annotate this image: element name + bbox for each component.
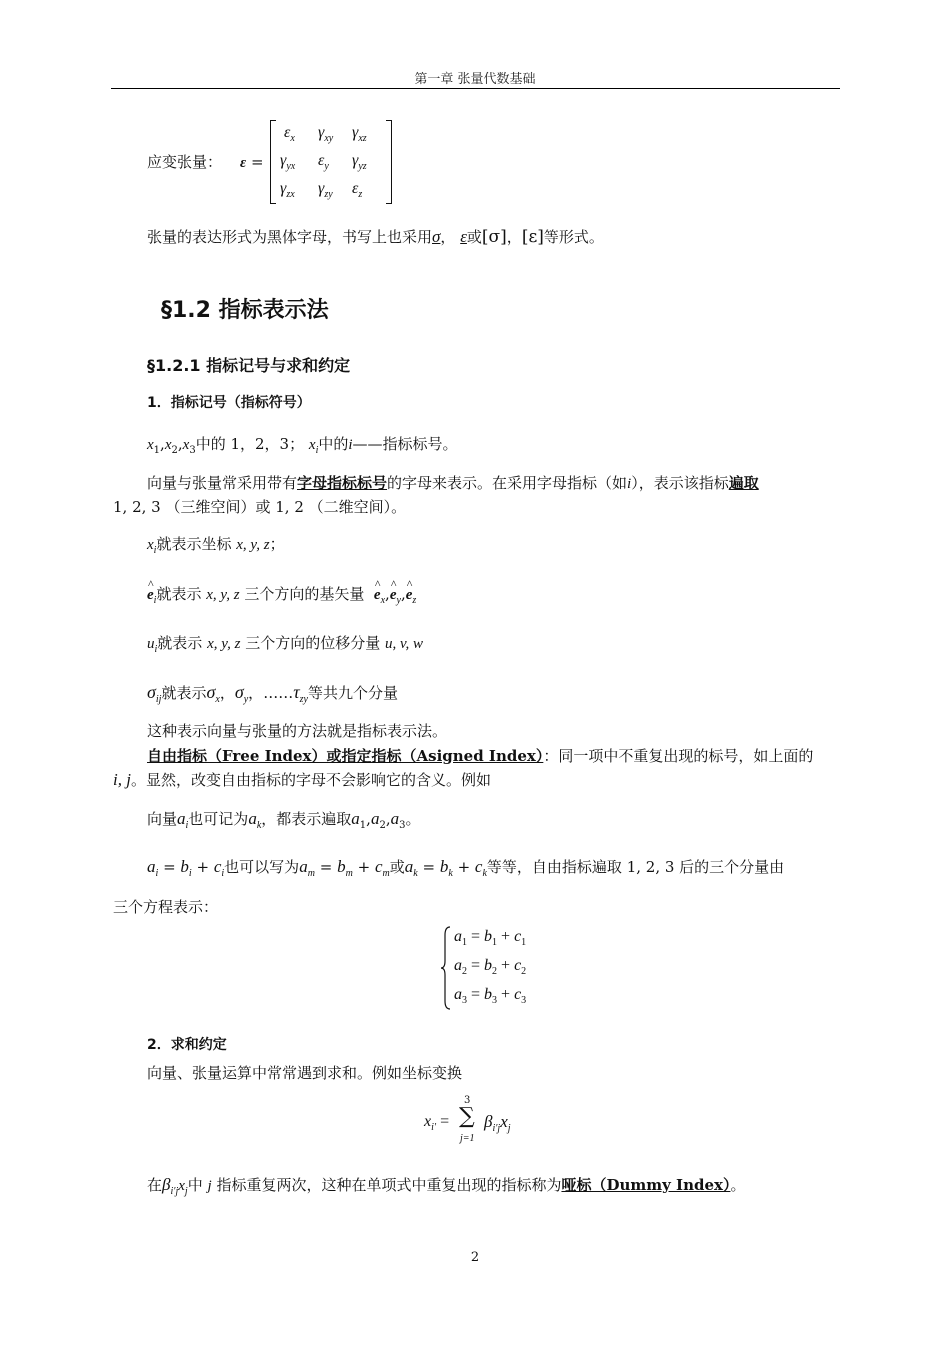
para-dummy-index: 在$\beta_{i'j}x_j$中 j 指标重复两次，这种在单项式中重复出现的指标称为哑标（Dummy Index）。 xyxy=(147,1175,746,1197)
line-sigma-ij: $\sigma_{ij}$就表示$\sigma_x$，$\sigma_y$，$\dots\dots\tau_{zy}$等共九个分量 xyxy=(147,682,398,705)
section-title-text: §1.2 指标表示法 xyxy=(161,298,329,323)
m12: $\gamma_{xy}$ xyxy=(318,124,334,144)
sigma-underlined: σ xyxy=(432,227,441,246)
text: ， xyxy=(506,228,522,246)
line-ei: ^ $e_i$就表示 x, y, z 三个方向的基矢量 ^ $e_x,\^{}$ $e_y,\^{}$ $e_z$ xyxy=(147,584,416,605)
sum-sigma: ∑ xyxy=(459,1104,475,1129)
m23: $\gamma_{yz}$ xyxy=(352,152,367,172)
equation-system xyxy=(440,925,550,1013)
strain-label xyxy=(147,152,222,172)
para-method: 这种表示向量与张量的方法就是指标表示法。 xyxy=(147,722,448,740)
m22: $\varepsilon_y$ xyxy=(318,152,329,172)
m31: $\gamma_{zx}$ xyxy=(280,180,295,200)
m32: $\gamma_{zy}$ xyxy=(318,180,333,200)
line-ai: 向量$a_i$也可记为$a_k$，都表示遍取$a_1,a_2,a_3$。 xyxy=(147,809,421,831)
item2-title xyxy=(147,1034,227,1054)
strain-equals: = xyxy=(250,153,264,171)
underlined-term: 自由指标（Free Index）或指定指标（Asigned Index） xyxy=(147,747,544,765)
strain-matrix xyxy=(270,120,392,204)
sum-top: 3 xyxy=(464,1095,471,1106)
system-row-3: $a_3 = b_3 + c_3$ xyxy=(454,986,527,1006)
header-title: 第一章 张量代数基础 xyxy=(414,72,536,87)
formula-lhs: $x_{i'}$ = xyxy=(424,1113,450,1133)
epsilon-underlined: ε xyxy=(460,227,467,246)
left-bracket xyxy=(270,120,276,204)
m13: $\gamma_{xz}$ xyxy=(352,124,367,144)
left-brace xyxy=(440,925,452,1011)
item2-title-text: 2．求和约定 xyxy=(147,1037,227,1053)
item1-title xyxy=(147,392,311,412)
epsilon-bold: ε xyxy=(240,155,247,171)
para-tensor-notation xyxy=(147,227,604,247)
header-rule xyxy=(111,88,840,89)
text: 或 xyxy=(466,228,482,246)
system-row-2: $a_2 = b_2 + c_2$ xyxy=(454,957,527,977)
text: 等形式。 xyxy=(543,228,604,246)
text: 张量的表达形式为黑体字母，书写上也采用 xyxy=(147,228,433,246)
strain-label-text: 应变张量： xyxy=(147,153,223,171)
text: ， xyxy=(440,228,456,246)
m11: $\varepsilon_x$ xyxy=(284,124,295,144)
para-free-index-line2: i, j。显然，改变自由指标的字母不会影响它的含义。例如 xyxy=(113,770,491,789)
matrix-row-2 xyxy=(280,152,367,170)
transform-formula xyxy=(420,1095,540,1155)
subsection-title xyxy=(147,353,350,376)
epsilon-bracket: [ε] xyxy=(521,227,544,247)
line-eq: $a_i = b_i + c_i$也可以写为$a_m = b_m + c_m$或$a_k = b_k + c_k$等等，自由指标遍取 1, 2, 3 后的三个分量由 xyxy=(147,857,785,879)
m33: $\varepsilon_z$ xyxy=(352,180,363,200)
sigma-bracket: [σ] xyxy=(481,227,507,247)
item1-title-text: 1．指标记号（指标符号） xyxy=(147,395,311,411)
page-header xyxy=(0,68,950,87)
para-free-index: 自由指标（Free Index）或指定指标（Asigned Index）：同一项中不重复出现的标号，如上面的 xyxy=(147,747,814,765)
underlined-term: 哑标（Dummy Index） xyxy=(561,1176,731,1194)
line-x-indices: $x_1,x_2,x_3$中的 1，2，3； $x_i$中的i——指标标号。 xyxy=(147,435,458,456)
subsection-title-text: §1.2.1 指标记号与求和约定 xyxy=(147,356,351,375)
underlined-term: 字母指标标号 xyxy=(297,474,388,492)
matrix-row-3 xyxy=(280,180,362,198)
para-vector-indices-line2: 1, 2, 3 （三维空间）或 1, 2 （二维空间）。 xyxy=(113,498,407,516)
para-summation: 向量、张量运算中常常遇到求和。例如坐标变换 xyxy=(147,1064,463,1082)
sum-bottom: j=1 xyxy=(460,1133,475,1144)
page-number-text: 2 xyxy=(470,1250,480,1265)
right-bracket xyxy=(386,120,392,204)
page-number xyxy=(0,1250,950,1265)
line-eq-2: 三个方程表示： xyxy=(113,898,219,916)
system-row-1: $a_1 = b_1 + c_1$ xyxy=(454,928,527,948)
section-title xyxy=(161,293,329,324)
m21: $\gamma_{yx}$ xyxy=(280,152,296,172)
para-vector-indices: 向量与张量常采用带有字母指标标号的字母来表示。在采用字母指标（如i），表示该指标遍取 xyxy=(147,474,759,492)
line-ui: $u_i$就表示 x, y, z 三个方向的位移分量 u, v, w xyxy=(147,634,424,655)
line-xi: $x_i$就表示坐标 x, y, z； xyxy=(147,535,285,556)
formula-rhs: $\beta_{i'j}x_j$ xyxy=(484,1112,511,1134)
matrix-row-1 xyxy=(284,124,367,142)
underlined-term: 遍取 xyxy=(728,474,759,492)
strain-symbol xyxy=(240,152,264,173)
